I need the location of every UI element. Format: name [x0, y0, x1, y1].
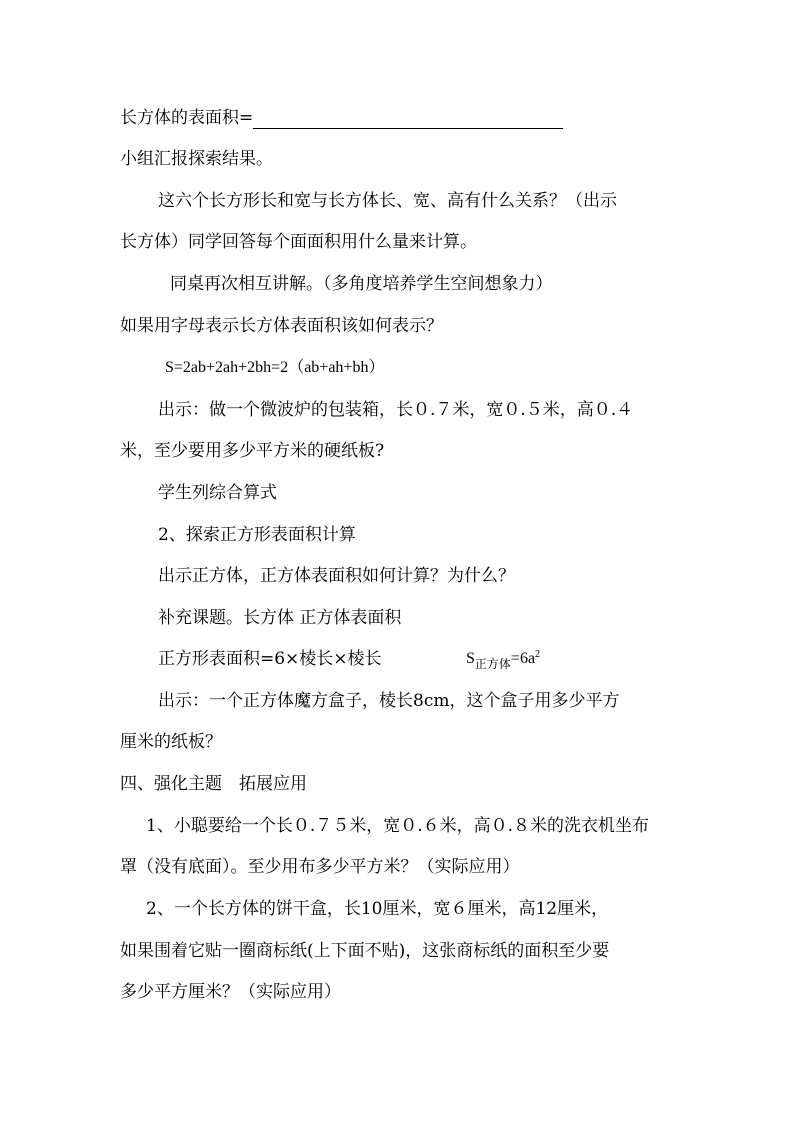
cube-formula-symbolic	[466, 648, 540, 672]
section-four-heading: 四、强化主题 拓展应用	[120, 774, 307, 794]
biscuit-box-problem-cont: 如果围着它贴一圈商标纸(上下面不贴)，这张商标纸的面积至少要	[120, 941, 610, 961]
cube-formula-subscript: 正方体	[474, 657, 511, 671]
fill-in-blank	[253, 110, 563, 129]
biscuit-box-problem-end: 多少平方厘米？（实际应用）	[120, 982, 341, 1002]
group-report-text: 小组汇报探索结果。	[120, 149, 273, 169]
cuboid-surface-area-label: 长方体的表面积=	[120, 108, 254, 128]
show-cube-question: 出示正方体，正方体表面积如何计算？为什么？	[158, 566, 515, 586]
microwave-box-problem-cont: 米，至少要用多少平方米的硬纸板?	[120, 441, 385, 461]
cube-formula-line	[158, 648, 382, 670]
relation-question-cont: 长方体）同学回答每个面面积用什么量来计算。	[120, 232, 477, 252]
washing-machine-problem: 1、小聪要给一个长０.７５米，宽０.６米，高０.８米的洗衣机坐布	[146, 816, 650, 836]
rubiks-box-problem: 出示：一个正方体魔方盒子，棱长8cm，这个盒子用多少平方	[158, 691, 620, 711]
supplement-topic-text: 补充课题。长方体 正方体表面积	[158, 608, 402, 628]
rubiks-box-problem-cont: 厘米的纸板？	[120, 732, 222, 752]
cube-formula-s: S	[466, 650, 475, 667]
students-expression-text: 学生列综合算式	[158, 483, 277, 503]
biscuit-box-problem: 2、一个长方体的饼干盒，长10厘米，宽６厘米，高12厘米，	[146, 899, 609, 919]
cube-formula-words: 正方形表面积=6×棱长×棱长	[158, 649, 382, 669]
desk-mate-explain-text: 同桌再次相互讲解。（多角度培养学生空间想象力）	[170, 274, 553, 294]
letter-representation-question: 如果用字母表示长方体表面积该如何表示？	[120, 316, 443, 336]
cube-formula-superscript: 2	[535, 649, 541, 660]
washing-machine-problem-cont: 罩（没有底面）。至少用布多少平方米？（实际应用）	[120, 857, 520, 877]
cube-surface-area-heading: 2、探索正方形表面积计算	[158, 525, 356, 545]
surface-area-blank-line	[120, 107, 563, 129]
microwave-box-problem: 出示：做一个微波炉的包装箱，长０.７米，宽０.５米，高０.４	[158, 400, 634, 420]
relation-question-text: 这六个长方形长和宽与长方体长、宽、高有什么关系？（出示	[158, 191, 617, 211]
cuboid-formula: S=2ab+2ah+2bh=2（ab+ah+bh）	[165, 359, 385, 376]
cube-formula-eq: =6a	[510, 650, 536, 667]
